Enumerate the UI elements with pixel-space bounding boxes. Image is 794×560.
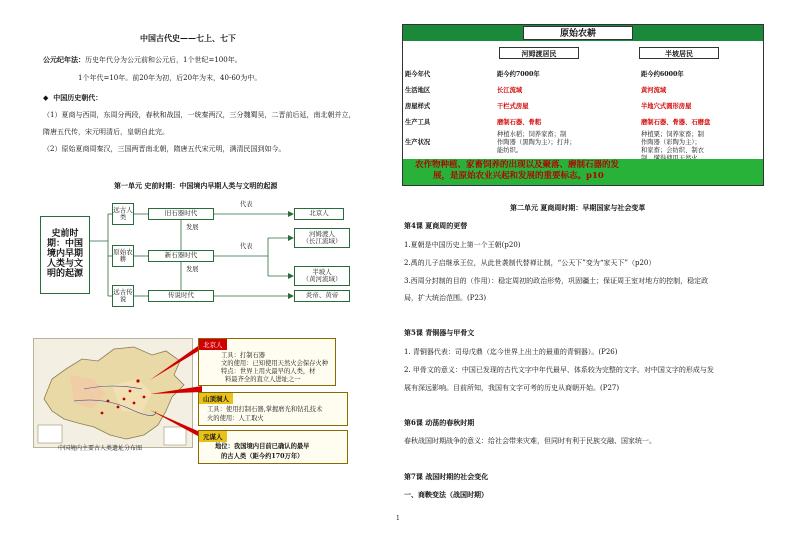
map-caption: 中国境内主要古人类遗址分布图 — [58, 445, 143, 452]
row-label-production: 生产状况 — [405, 139, 431, 146]
diagram-label-represent-1: 代表 — [240, 201, 253, 208]
row-label-house: 房屋样式 — [405, 103, 431, 110]
dynasty-heading: ◆ 中国历史朝代： — [43, 93, 103, 102]
lesson7-title: 第7课 战国时期的社会变化 — [404, 472, 489, 481]
document-title: 中国古代史——七上、七下 — [140, 33, 236, 43]
row-hemudu-house: 干栏式房屋 — [497, 103, 529, 110]
callout-beijing-man: 北京人 工具：打制石器 文的使用：已知使用天然火会保存火种 特点：世界上用火最早的人类，材 料最齐全的直立人进址之一 — [198, 338, 336, 386]
row-label-region: 生活地区 — [405, 87, 431, 94]
diagram-out-hemudu: 河姆渡人 （长江流域） — [294, 228, 350, 248]
diagram-cat-farming: 原始农耕 — [112, 245, 134, 267]
diagram-label-develop-2: 发展 — [186, 266, 199, 273]
concept-diagram-lines — [38, 196, 398, 326]
dynasty-line-2: 隋唐五代传，宋元明清后，皇朝自此完。 — [43, 128, 169, 136]
page-number: 1 — [396, 515, 400, 522]
row-label-tools: 生产工具 — [405, 119, 431, 126]
unit1-title: 第一单元 史前时期：中国境内早期人类与文明的起源 — [114, 181, 278, 190]
dynasty-line-3: （2）原始夏商周秦汉，三国两晋南北朝，隋唐五代宋元明，满清民国到如今。 — [43, 145, 286, 153]
row-label-age: 距今年代 — [405, 71, 431, 78]
dynasty-line-1: （1）夏商与西周，东周分两段，春秋和战国，一统秦两汉，三分魏蜀吴，二晋前后延，南北朝并立， — [43, 111, 356, 119]
epoch-line-1: 公元纪年法：历史年代分为公元前和公元后，1个世纪=100年。 — [43, 55, 242, 64]
diagram-label-develop-1: 发展 — [186, 224, 199, 231]
diagram-cat-ancient-humans: 远古人类 — [112, 203, 134, 225]
table-title: 原始农耕 — [523, 26, 633, 40]
unit2-title: 第二单元 夏商周时期：早期国家与社会变革 — [510, 203, 646, 212]
diagram-main-box: 史前时期：中国境内早期人类与文明的起源 — [40, 216, 90, 294]
diagram-era-neolithic: 新石器时代 — [148, 250, 214, 262]
diagram-label-represent-2: 代表 — [240, 243, 253, 250]
row-banpo-house: 半地穴式圆形房屋 — [641, 103, 692, 110]
diagram-era-legend: 传说时代 — [148, 290, 214, 302]
table-col-hemudu: 河姆渡居民 — [499, 47, 579, 59]
row-banpo-tools: 磨制石器、骨器、石磨盘 — [641, 119, 711, 126]
row-hemudu-tools: 磨制石器、骨耜 — [497, 119, 542, 126]
callout-upper-cave-man-title: 山顶洞人 — [199, 393, 233, 404]
epoch-line-2: 1个年代=10年。前20年为初，后20年为末，40-60为中。 — [78, 74, 262, 82]
diagram-cat-legends: 远古传说 — [112, 285, 134, 307]
diagram-era-paleolithic: 旧石器时代 — [148, 208, 214, 220]
diagram-out-banpo: 半坡人 （黄河流域） — [294, 266, 350, 286]
table-summary-note: 农作物种植、家畜饲养的出现以及聚落、磨制石器的发 展，是原始农业兴起和发展的重要标志。p10 — [403, 159, 763, 185]
row-banpo-age: 距今约6000年 — [641, 71, 684, 78]
row-hemudu-age: 距今约7000年 — [497, 71, 540, 78]
callout-yuanmou-man-title: 元谋人 — [199, 431, 227, 442]
table-title-bar — [403, 25, 763, 41]
row-banpo-region: 黄河流域 — [641, 87, 667, 94]
callout-beijing-man-title: 北京人 — [199, 339, 227, 350]
lesson4-title: 第4课 夏商周的更替 — [404, 221, 468, 230]
table-col-banpo: 半坡居民 — [639, 47, 719, 59]
lesson7-subtitle: 一、商鞅变法（战国时期） — [404, 490, 488, 499]
farming-comparison-table: 原始农耕 河姆渡居民 半坡居民 距今年代 距今约7000年 距今约6000年 生活地区 长江流域 黄河流域 房屋样式 干栏式房屋 半地穴式圆形房屋 生产工具 磨制石器、骨耜 磨制石器、骨器、石磨盘 生产状况 种植水稻；饲养家畜；制 作陶器（黑陶为主）；打井； 能纺织。 种植粟；饲养家畜；制 作陶器（彩陶为主）； 和家畜；会纺织、制衣 农作物种植、家畜饲养的出现以及聚落、磨制石器的发 展，是原始农业兴起和发展的重要标志。p10 — [402, 24, 764, 186]
lesson6-title: 第6课 动荡的春秋时期 — [404, 418, 475, 427]
diagram-out-beijing-man: 北京人 — [294, 208, 344, 220]
callout-yuanmou-man: 元谋人 地位：我国境内目前已确认的最早 的古人类（距今约170万年） — [198, 430, 348, 464]
row-hemudu-region: 长江流域 — [497, 87, 523, 94]
document-page: 中国古代史——七上、七下 公元纪年法：历史年代分为公元前和公元后，1个世纪=100年。 1个年代=10年。前20年为初，后20年为末，40-60为中。 ◆ 中国历史朝代： （1）夏商与西周，东周分两段，春秋和战国，一统秦两汉，三分魏蜀吴，二晋前后延，南北朝并立， 隋唐五代传，宋元明清后，皇朝自此完。 （2）原始夏商周秦汉，三国两晋南北朝，隋唐五代宋元明，满清民国到如今。 第一单元 史前时期：中国境内早期人类与文明的起源 史前时期：中国境内早期人类与文明的起源 远古人类 原始农耕 远古传说 旧石器时代 新石器时代 传说时代 代表 代表 发展 发展 北京人 河姆渡人 （长江流域） 半坡人 （黄河流域） 炎帝、黄帝 中国境内主要古人类遗址分布图 北京人 工具：打制石器 文的使用：已知使用天然火会保存火种 特点：世界上用火最早的人类，材 料最齐全的直立人进址之一 山顶洞人 工具：使用打制石器,掌握磨光和钻孔技术 火的使用：人工取火 元谋人 地位：我国境内目前已确认的最早 的古人类（距今约170万年） 原始农耕 河姆渡居民 半坡居民 距今年代 距今约7000年 距今约6000年 生活地区 长江流域 黄河流域 房屋样式 干栏式房屋 半地穴式圆形房屋 生产工具 磨制石器、骨耜 磨制石器、骨器、石磨盘 生产状况 种植水稻；饲养家畜；制 作陶器（黑陶为主）；打井； 能纺织。 种植粟；饲养家畜；制 作陶器（彩陶为主）； 和家畜；会纺织、制衣 农作物种植、家畜饲养的出现以及聚落、磨制石器的发 展，是原始农业兴起和发展的重要标志。p10 第二单元 夏商周时期：早期国家与社会变革 第4课 夏商周的更替 1.夏朝是中国历史上第一个王朝(p20) 2.禹的儿子启继承王位，从此世袭制代替禅让制，“公天下”变为“家天下”（p20） 3.西周分封制的目的（作用）：稳定周初的政治形势，巩固疆土；保证周王室对地方的控制，稳定政 局，扩大统治范围。(P23) 第5课 青铜器与甲骨文 1. 青铜器代表：司母戊鼎（迄今世界上出土的最重的青铜器）。(P26) 2. 甲骨文的意义：中国已发现的古代文字中年代最早、体系较为完整的文字。对中国文字的形成与发 展有深远影响。目前所知，我国有文字可考的历史从商朝开始。(P27) 第6课 动荡的春秋时期 春秋战国时期战争的意义：给社会带来灾难，但同时有利于民族交融、国家统一。 第7课 战国时期的社会变化 一、商鞅变法（战国时期） 1 — [0, 0, 794, 560]
callout-upper-cave-man: 山顶洞人 工具：使用打制石器,掌握磨光和钻孔技术 火的使用：人工取火 — [198, 392, 348, 426]
lesson5-title: 第5课 青铜器与甲骨文 — [404, 328, 475, 337]
diagram-out-yandi-huangdi: 炎帝、黄帝 — [294, 290, 350, 302]
